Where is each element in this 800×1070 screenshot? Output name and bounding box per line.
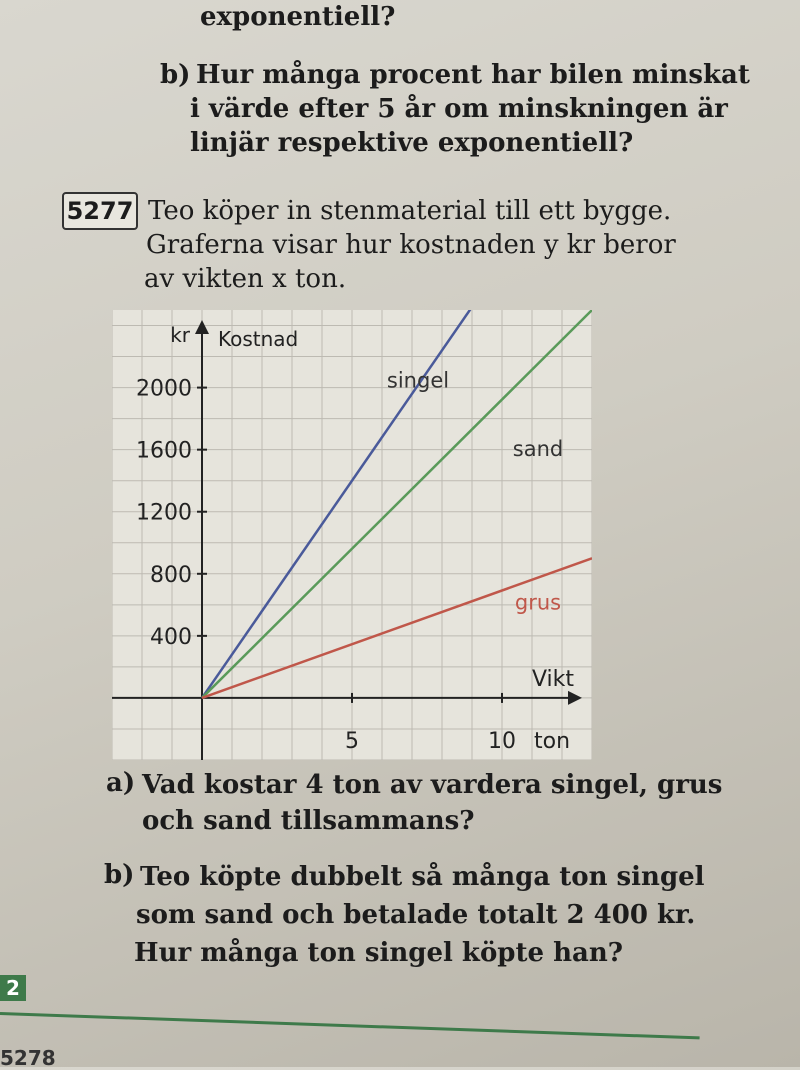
x-tick-label: 10 [488, 728, 516, 754]
cost-graph [112, 310, 592, 760]
question-a-label: a) [106, 768, 136, 798]
cost-chart-svg [112, 310, 592, 760]
previous-question-tail: exponentiell? [200, 2, 396, 32]
x-unit-label: ton [533, 728, 571, 754]
problem-intro-line-3: av vikten x ton. [144, 264, 347, 294]
y-tick-label: 1600 [136, 438, 192, 464]
y-tick-label: 800 [150, 562, 192, 588]
chapter-badge: 2 [0, 975, 26, 1001]
series-label-sand: sand [512, 436, 564, 461]
question-a-line-1: Vad kostar 4 ton av vardera singel, grus [142, 770, 723, 800]
previous-b-label: b) [160, 60, 191, 90]
question-a-line-2: och sand tillsammans? [142, 806, 475, 836]
y-tick-label: 400 [150, 624, 192, 650]
question-b-line-3: Hur många ton singel köpte han? [134, 938, 623, 968]
x-tick-label: 5 [345, 728, 359, 754]
bottom-rule [0, 1012, 700, 1039]
x-axis-title: Vikt [531, 666, 574, 692]
y-tick-label: 2000 [136, 376, 192, 402]
y-tick-label: 1200 [136, 500, 192, 526]
previous-b-line-2: i värde efter 5 år om minskningen är [190, 94, 728, 124]
question-b-label: b) [104, 860, 135, 890]
question-b-line-1: Teo köpte dubbelt så många ton singel [140, 862, 705, 892]
y-unit-label: kr [170, 323, 190, 347]
problem-intro-line-2: Graferna visar hur kostnaden y kr beror [146, 230, 676, 260]
series-label-singel: singel [386, 368, 450, 393]
previous-b-line-3: linjär respektive exponentiell? [190, 128, 634, 158]
series-label-grus: grus [514, 590, 562, 615]
previous-b-line-1: Hur många procent har bilen minskat [196, 60, 750, 90]
problem-intro-line-1: Teo köper in stenmaterial till ett bygge. [148, 196, 672, 226]
problem-number: 5277 [62, 192, 138, 230]
next-problem-number: 5278 [0, 1046, 56, 1070]
question-b-line-2: som sand och betalade totalt 2 400 kr. [136, 900, 696, 930]
y-axis-title: Kostnad [218, 327, 299, 351]
